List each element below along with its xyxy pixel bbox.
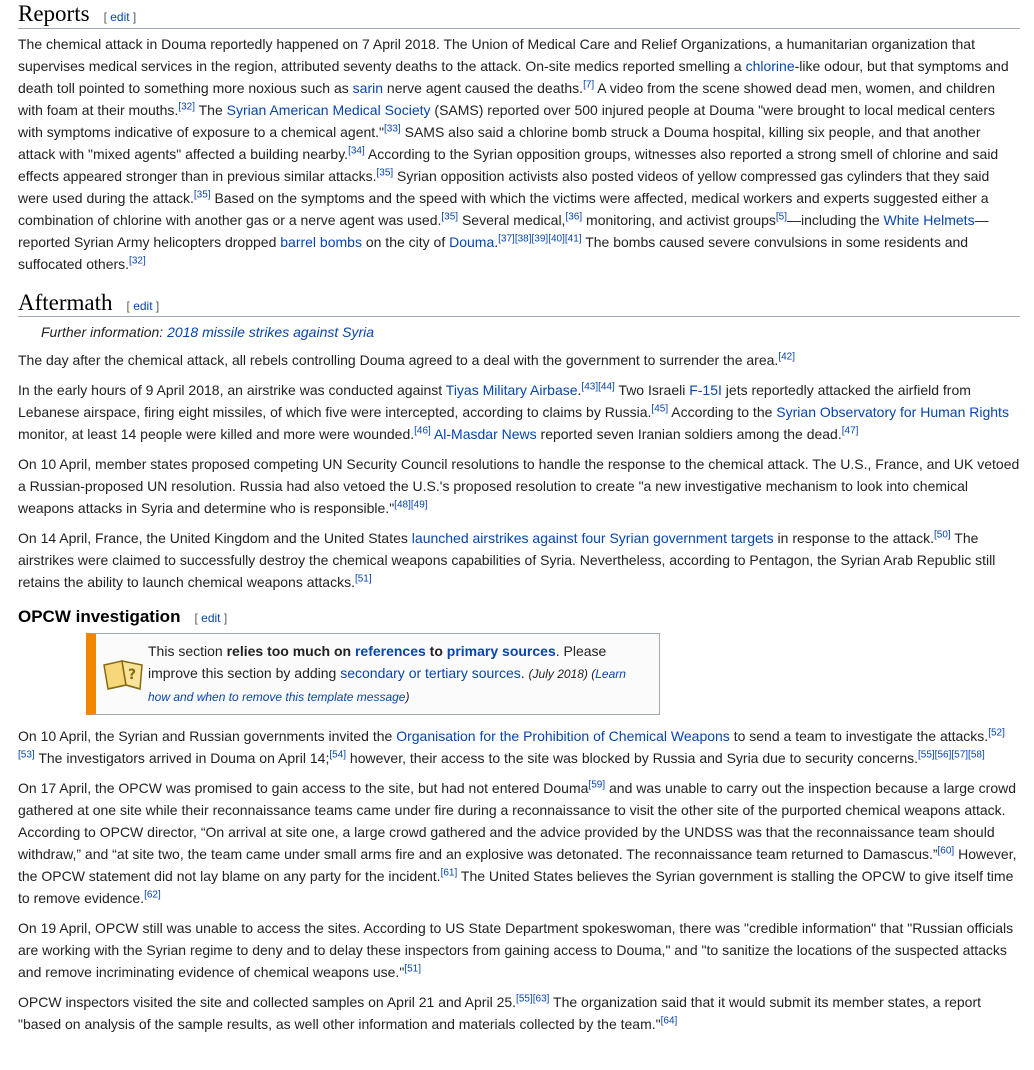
citation-ref[interactable]: [35] (441, 210, 459, 222)
text-run: and was unable to carry out the inspection because a large crowd gathered at one site while their reconnaissance teams came under fire during a reconnaissance to visit the other site of the purported chemical weapons attack. According to OPCW director, “On arrival at site one, a large crowd gathered and the advice provided by the UNDSS was that the reconnaissance team should withdraw,” and “at site two, the team came under small arms fire and an explosive was detonated. The reconnaissance team returned to Damascus.” (18, 780, 1017, 863)
reports-heading-row (18, 0, 1020, 29)
text-run: The United States believes the Syrian government is stalling the OPCW to give itself time to remove evidence. (18, 868, 1014, 907)
text-run: nerve agent caused the deaths. (383, 79, 584, 96)
aftermath-paragraph (18, 527, 1020, 593)
hatnote-prefix: Further information: (41, 324, 168, 341)
citation-ref[interactable]: [54] (329, 749, 347, 761)
text-run: reported seven Iranian soldiers among the dead. (536, 426, 842, 443)
text-run: On 19 April, OPCW still was unable to access the sites. According to US State Department spokeswoman, there was "credible information" that "Russian officials are working with the Syrian regime to deny and to delay these inspectors from gaining access to Douma," and "to sanitize the locations of the suspected attacks and remove incriminating evidence of chemical weapons use." (18, 920, 1014, 981)
citation-ref[interactable]: [33] (384, 122, 401, 134)
text-run: Two Israeli (614, 382, 690, 399)
text-run: (SAMS) reported over 500 injured people at Douma "were brought to local medical centers with symptoms indicative of exposure to a chemical agent." (18, 101, 995, 140)
citation-ref[interactable]: [35] (193, 188, 211, 200)
wiki-link[interactable]: launched airstrikes against four Syrian government targets (411, 530, 774, 547)
text-run: SAMS also said a chlorine bomb struck a Douma hospital, killing six people, and that another attack with "mixed agents" affected a building nearby. (18, 123, 981, 162)
section-heading-aftermath: Aftermath (18, 289, 113, 315)
svg-text:?: ? (128, 667, 137, 684)
citation-ref[interactable]: [5] (775, 210, 788, 222)
bold-text: relies too much on (226, 643, 355, 660)
citation-ref[interactable]: [64] (660, 1015, 678, 1027)
bold-text: to (425, 643, 447, 660)
opcw-paragraph (18, 725, 1020, 769)
citation-ref[interactable]: [55][63] (516, 993, 550, 1005)
wiki-link[interactable]: secondary or tertiary sources (340, 665, 521, 682)
reports-paragraph (18, 33, 1020, 275)
text-run: however, their access to the site was blocked by Russia and Syria due to security concerns. (346, 750, 918, 767)
aftermath-paragraph (18, 349, 1020, 371)
wiki-link[interactable]: F-15I (689, 382, 722, 399)
text-run: . Please improve this section by adding (148, 643, 607, 682)
text-run: The bombs caused severe convulsions in some residents and suffocated others. (18, 233, 969, 272)
citation-ref[interactable]: [55][56][57][58] (918, 749, 985, 761)
edit-section-opcw: [ edit ] (194, 611, 228, 626)
text-run: Several medical, (458, 211, 566, 228)
wiki-link[interactable]: Douma (449, 233, 495, 250)
edit-link[interactable]: edit (201, 611, 221, 626)
text-run: —including the (787, 211, 884, 228)
aftermath-paragraph (18, 379, 1020, 445)
primary-sources-notice (86, 633, 660, 715)
text-run: The investigators arrived in Douma on April 14; (34, 750, 330, 767)
text-run: This section (148, 643, 227, 660)
citation-ref[interactable]: [35] (376, 166, 394, 178)
wiki-link[interactable]: Organisation for the Prohibition of Chemical Weapons (396, 728, 730, 745)
text-run: On 10 April, the Syrian and Russian governments invited the (18, 728, 397, 745)
citation-ref[interactable]: [62] (144, 889, 161, 901)
text-run: The day after the chemical attack, all rebels controlling Douma agreed to a deal with the government to surrender the area. (18, 352, 779, 369)
text-run: monitoring, and activist groups (582, 211, 776, 228)
text-run: . (494, 233, 499, 250)
text-run: on the city of (361, 233, 450, 250)
text-run: A video from the scene showed dead men, women, and children with foam at their mouths. (18, 79, 995, 118)
text-run: -like odour, but that symptoms and death toll pointed to something more noxious such as (18, 57, 1009, 96)
citation-ref[interactable]: [43][44] (581, 381, 615, 393)
text-run: Syrian opposition activists also posted videos of yellow compressed gas cylinders that they said were used during the attack. (18, 167, 990, 206)
citation-ref[interactable]: [52][53] (18, 727, 1005, 761)
wiki-link[interactable]: sarin (352, 79, 384, 96)
text-run: OPCW inspectors visited the site and collected samples on April 21 and April 25. (18, 994, 517, 1011)
text-run: Based on the symptoms and the speed with which the victims were affected, medical workers and experts suggested either a combination of chlorine with another gas or a nerve agent was used. (18, 189, 989, 228)
citation-ref[interactable]: [45] (651, 403, 669, 415)
citation-ref[interactable]: [47] (841, 425, 859, 437)
text-run: The (194, 101, 227, 118)
book-icon (100, 640, 148, 708)
citation-ref[interactable]: [51] (404, 963, 421, 975)
text-run: . (577, 382, 582, 399)
wiki-link[interactable]: Tiyas Military Airbase (445, 382, 578, 399)
text-run: . (520, 665, 529, 682)
opcw-paragraph (18, 917, 1020, 983)
edit-section-reports: [ edit ] (103, 10, 137, 24)
text-run: In the early hours of 9 April 2018, an airstrike was conducted against (18, 382, 446, 399)
text-run: However, the OPCW statement did not lay blame on any party for the incident. (18, 846, 1017, 885)
aftermath-paragraph (18, 453, 1020, 519)
citation-ref[interactable]: [60] (937, 845, 955, 857)
wiki-link[interactable]: barrel bombs (280, 233, 362, 250)
citation-ref[interactable]: [36] (565, 210, 583, 222)
citation-ref[interactable]: [34] (348, 144, 365, 156)
section-heading-reports: Reports (18, 1, 90, 26)
italic-text: (July 2018) (528, 667, 588, 682)
text-run: On 14 April, France, the United Kingdom and the United States (18, 530, 412, 547)
hatnote (18, 321, 1020, 343)
text-run: monitor, at least 14 people were killed and more were wounded. (18, 426, 415, 443)
italic-text: ( (587, 667, 596, 682)
aftermath-heading-row (18, 289, 1020, 318)
hatnote-link[interactable]: 2018 missile strikes against Syria (167, 324, 375, 341)
wiki-link[interactable]: Learn how and when to remove this template message (148, 667, 626, 705)
text-run: The airstrikes were claimed to successfully destroy the chemical weapons capabilities of Syria. Nevertheless, according to Pentagon, the Syrian Arab Republic still retains the ability to launch chemical weapons attacks. (18, 530, 996, 591)
text-run: The organization said that it would submit its member states, a report "based on analysis of the sample results, as well other information and materials collected by the team." (18, 994, 982, 1033)
wiki-link[interactable]: primary sources (446, 643, 556, 660)
edit-section-aftermath: [ edit ] (126, 298, 160, 313)
citation-ref[interactable]: [59] (588, 779, 606, 791)
citation-ref[interactable]: [46] (414, 425, 431, 437)
wiki-link[interactable]: Al-Masdar News (433, 426, 537, 443)
citation-ref[interactable]: [50] (933, 529, 951, 541)
wiki-link[interactable]: Syrian American Medical Society (226, 101, 431, 118)
text-run: in response to the attack. (773, 530, 934, 547)
text-run: On 10 April, member states proposed competing UN Security Council resolutions to handle the response to the chemical attack. The U.S., France, and UK vetoed a Russian-proposed UN resolution. Russia had also vetoed the U.S.'s proposed resolution to create "a new investigative mechanism to look into chemical weapons attacks in Syria and determine who is responsible." (18, 456, 1020, 517)
edit-link[interactable]: edit (133, 298, 153, 313)
text-run: According to the (668, 404, 777, 421)
citation-ref[interactable]: [61] (440, 867, 458, 879)
text-run: —reported Syrian Army helicopters dropped (18, 211, 989, 250)
italic-text: ) (405, 690, 410, 705)
opcw-heading-row (18, 607, 1020, 627)
wiki-link[interactable]: references (354, 643, 426, 660)
section-heading-opcw: OPCW investigation (18, 607, 181, 627)
text-run: to send a team to investigate the attacks. (729, 728, 989, 745)
citation-ref[interactable]: [48][49] (394, 499, 428, 511)
notice-text (148, 640, 649, 708)
citation-ref[interactable]: [7] (583, 78, 595, 90)
text-run: According to the Syrian opposition groups, witnesses also reported a strong smell of chlorine and said effects appeared stronger than in previous similar attacks. (18, 145, 999, 184)
citation-ref[interactable]: [51] (354, 573, 372, 585)
text-run: The chemical attack in Douma reportedly happened on 7 April 2018. The Union of Medical Care and Relief Organizations, a humanitarian organization that supervises medical services in the region, attributed seventy deaths to the attack. On-site medics reported smelling a (18, 35, 975, 74)
citation-ref[interactable]: [32] (178, 100, 195, 112)
text-run: On 17 April, the OPCW was promised to gain access to the site, but had not entered Douma (18, 780, 589, 797)
opcw-paragraph (18, 991, 1020, 1035)
wiki-link[interactable]: chlorine (745, 57, 795, 74)
citation-ref[interactable]: [32] (129, 254, 146, 266)
citation-ref[interactable]: [42] (778, 351, 795, 363)
opcw-paragraph (18, 777, 1020, 909)
edit-link[interactable]: edit (110, 10, 130, 24)
text-run: jets reportedly attacked the airfield from Lebanese airspace, firing eight missiles, of which five were intercepted, according to claims by Russia. (18, 382, 971, 421)
citation-ref[interactable]: [37][38][39][40][41] (498, 232, 582, 244)
wiki-link[interactable]: Syrian Observatory for Human Rights (776, 404, 1009, 421)
wiki-link[interactable]: White Helmets (883, 211, 975, 228)
